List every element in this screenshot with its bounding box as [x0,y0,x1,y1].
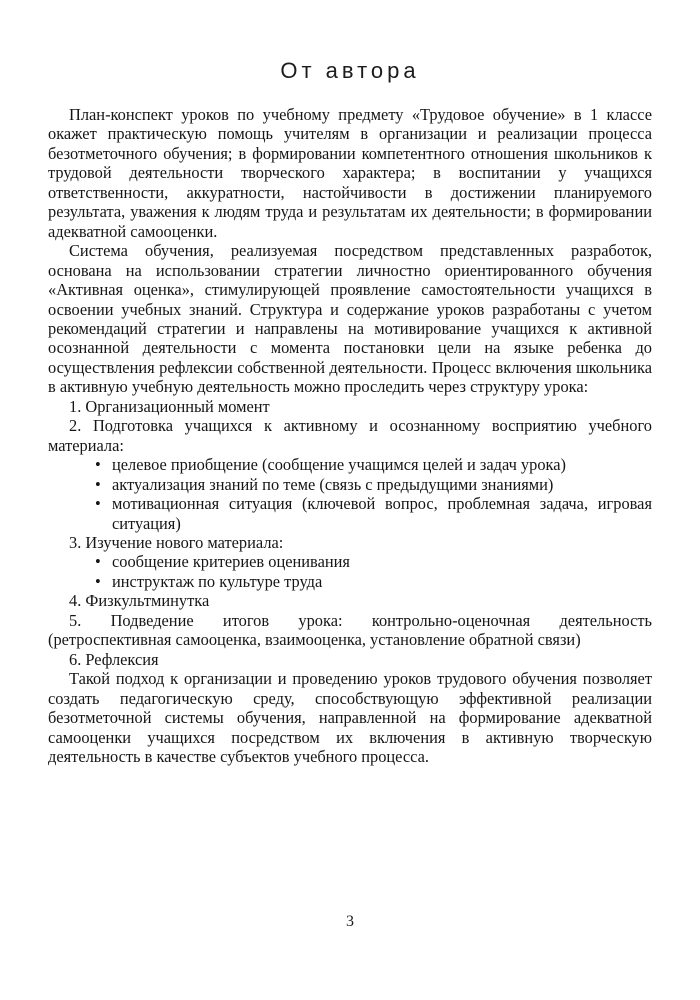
bullet-icon: • [95,552,101,572]
bullet-item [48,572,652,591]
bullet-icon: • [95,474,101,494]
bullet-item [48,475,652,494]
page-body [48,105,652,766]
paragraph-conclusion: Такой подход к организации и проведению уроков трудового обучения позволяет создать педагогическую среду, способствующую эффективной реализации безотметочной системы обучения, направленной на формирование адекватной самооценки учащихся посредством их включения в активную творческую деятельность в качестве субъектов учебного процесса. [48,669,652,766]
numbered-item-2: 2. Подготовка учащихся к активному и осознанному восприятию учебного материала: [48,416,652,455]
numbered-item-6: 6. Рефлексия [69,649,159,669]
numbered-item-4: 4. Физкультминутка [69,591,210,611]
page-title: От автора [280,58,420,83]
page-number: 3 [346,913,354,930]
numbered-item-1: 1. Организационный момент [69,396,270,416]
bullet-item-text: мотивационная ситуация (ключевой вопрос, проблемная задача, игровая ситуация) [112,494,652,533]
bullet-item-text: целевое приобщение (сообщение учащимся целей и задач урока) [112,455,566,475]
bullet-item [48,494,652,533]
bullet-item [48,552,652,571]
bullet-item-text: сообщение критериев оценивания [112,552,350,572]
bullet-icon: • [95,494,101,514]
bullet-icon: • [95,455,101,475]
paragraph-intro: План-конспект уроков по учебному предмету «Трудовое обучение» в 1 классе окажет практическую помощь учителям в организации и реализации процесса безотметочного обучения; в формировании компетентного отношения школьников к трудовой деятельности творческого характера; в воспитании у учащихся ответственности, аккуратности, настойчивости в достижении планируемого результата, уважения к людям труда и результатам их деятельности; в формировании адекватной самооценки. [48,105,652,241]
paragraph-system: Система обучения, реализуемая посредством представленных разработок, основана на использовании стратегии личностно ориентированного обучения «Активная оценка», стимулирующей проявление самостоятельности учащихся в освоении учебных знаний. Структура и содержание уроков разработаны с учетом рекомендаций стратегии и направлены на мотивирование учащихся к активной осознанной деятельности с момента постановки цели на языке ребенка до осуществления рефлексии собственной деятельности. Процесс включения школьника в активную учебную деятельность можно проследить через структуру урока: [48,241,652,397]
bullet-icon: • [95,571,101,591]
numbered-item-3: 3. Изучение нового материала: [69,532,284,552]
bullet-item-text: актуализация знаний по теме (связь с предыдущими знаниями) [112,474,554,494]
bullet-item-text: инструктаж по культуре труда [112,571,323,591]
bullet-item [48,455,652,474]
numbered-item-5: 5. Подведение итогов урока: контрольно-оценочная деятельность (ретроспективная самооценка, взаимооценка, установление обратной связи) [48,610,652,650]
